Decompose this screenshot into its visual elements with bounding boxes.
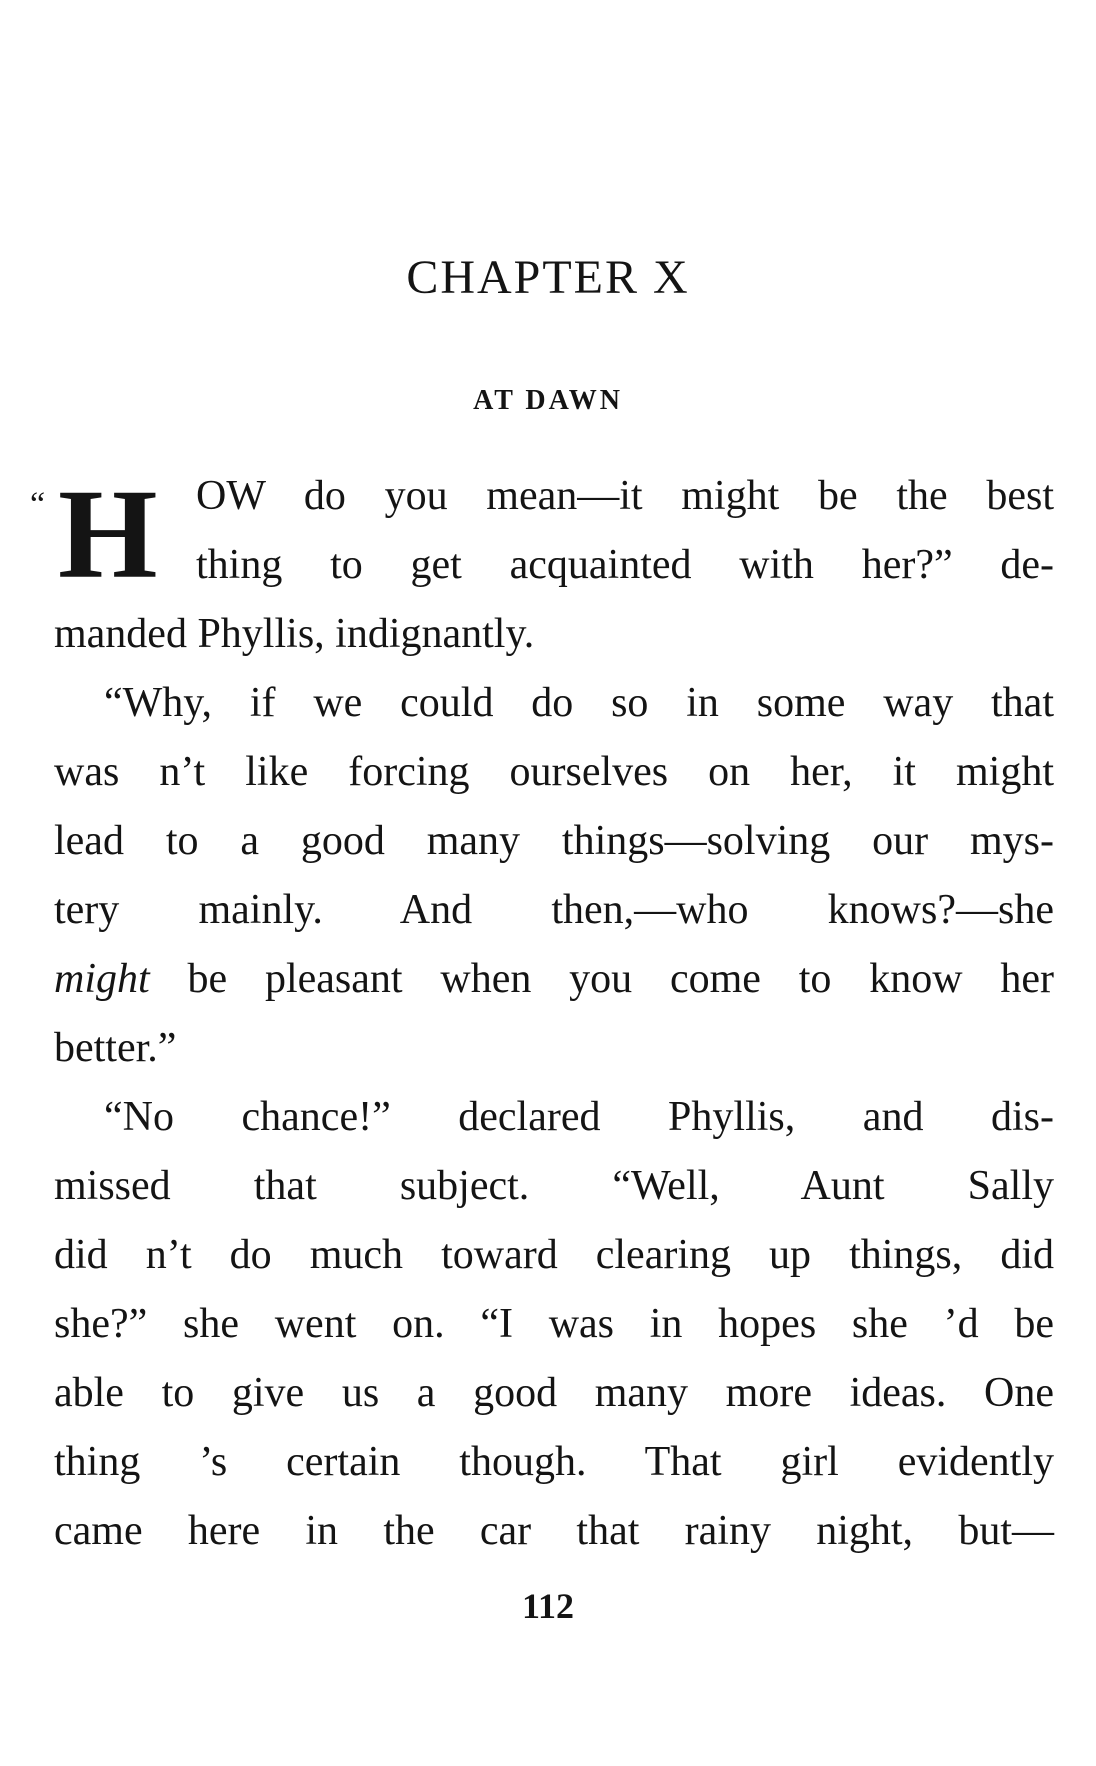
opening-quote-mark: “	[30, 486, 46, 523]
italic-word: might	[54, 956, 150, 1002]
drop-cap: H	[58, 463, 158, 605]
text-line: came here in the car that rainy night, but—	[54, 1508, 1054, 1554]
text-line: better.”	[54, 1025, 177, 1071]
text-line: thing to get acquainted with her?” de-	[196, 542, 1054, 588]
text-line: OW do you mean—it might be the best	[196, 473, 1054, 519]
text-line	[54, 945, 1054, 1014]
text-line: did n’t do much toward clearing up things, did	[54, 1232, 1054, 1278]
text-line: was n’t like forcing ourselves on her, it might	[54, 749, 1054, 795]
text-line: missed that subject. “Well, Aunt Sally	[54, 1163, 1054, 1209]
text-line: thing ’s certain though. That girl evidently	[54, 1439, 1054, 1485]
chapter-subtitle: AT DAWN	[473, 385, 623, 416]
page-number: 112	[521, 1586, 574, 1626]
text-line: tery mainly. And then,—who knows?—she	[54, 887, 1054, 933]
text-fragment: be pleasant when you come to know her	[187, 956, 1055, 1002]
body-text	[54, 600, 1054, 1566]
text-line: able to give us a good many more ideas. One	[54, 1370, 1054, 1416]
opening-lines	[196, 462, 1054, 600]
text-line: she?” she went on. “I was in hopes she ’d be	[54, 1301, 1054, 1347]
text-line: lead to a good many things—solving our mys-	[54, 818, 1054, 864]
text-line: “No chance!” declared Phyllis, and dis-	[104, 1094, 1054, 1140]
text-line: manded Phyllis, indignantly.	[54, 611, 535, 657]
chapter-title: CHAPTER X	[406, 251, 690, 304]
text-line: “Why, if we could do so in some way that	[104, 680, 1054, 726]
